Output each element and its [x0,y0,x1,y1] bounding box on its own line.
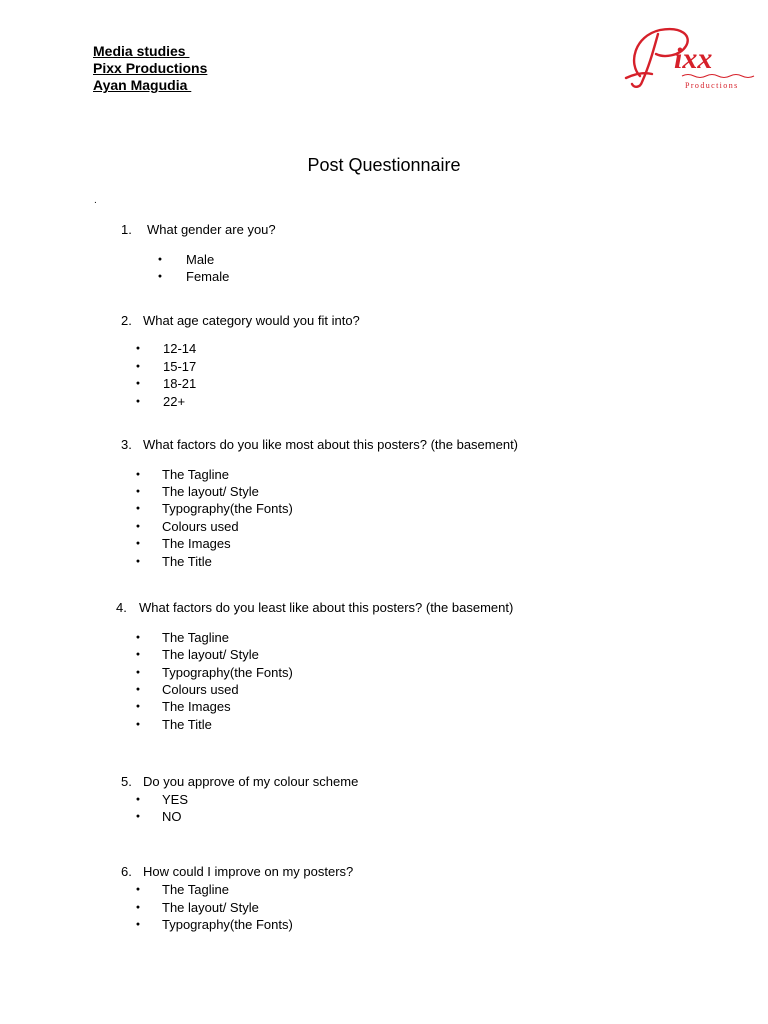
question-text: How could I improve on my posters? [143,864,354,879]
question-text: What gender are you? [147,222,276,237]
answer-option: 22+ [163,394,186,409]
question-number: 4. [116,600,127,615]
bullet-icon: ● [135,651,141,658]
bullet-icon: ● [157,256,163,263]
answer-option: Typography(the Fonts) [162,665,293,680]
header-author: Ayan Magudia [93,77,192,93]
answer-option: Male [186,252,215,267]
answer-option: The Title [162,554,212,569]
answer-option: The Images [162,536,231,551]
answer-option: Typography(the Fonts) [162,917,293,932]
header-company: Pixx Productions [93,60,208,76]
bullet-icon: ● [135,669,141,676]
bullet-icon: ● [135,703,141,710]
answer-option: 15-17 [163,359,197,374]
answer-option: The Tagline [162,630,229,645]
bullet-icon: ● [157,273,163,280]
question-number: 5. [121,774,132,789]
question-text: What age category would you fit into? [143,313,360,328]
bullet-icon: ● [135,345,141,352]
answer-option: Colours used [162,519,239,534]
logo-subtitle: Productions [685,81,739,90]
bullet-icon: ● [135,721,141,728]
answer-option: YES [162,792,189,807]
answer-option: Typography(the Fonts) [162,501,293,516]
answer-option: The Tagline [162,882,229,897]
question-text: Do you approve of my colour scheme [143,774,359,789]
bullet-icon: ● [135,523,141,530]
document-header [93,43,207,94]
bullet-icon: ● [135,558,141,565]
question-number: 1. [121,222,132,237]
bullet-icon: ● [135,796,141,803]
question-number: 2. [121,313,132,328]
question-number: 3. [121,437,132,452]
answer-option: The layout/ Style [162,647,259,662]
question-text: What factors do you least like about this posters? (the basement) [139,600,514,615]
question-text: What factors do you like most about this posters? (the basement) [143,437,519,452]
stray-mark: . [94,195,97,206]
answer-option: The Title [162,717,212,732]
header-course: Media studies [93,43,190,59]
bullet-icon: ● [135,488,141,495]
bullet-icon: ● [135,921,141,928]
page-title: Post Questionnaire [307,155,461,175]
answer-option: 12-14 [163,341,197,356]
logo-wordmark: ixx [674,42,713,75]
bullet-icon: ● [135,904,141,911]
bullet-icon: ● [135,634,141,641]
question-number: 6. [121,864,132,879]
bullet-icon: ● [135,380,141,387]
bullet-icon: ● [135,686,141,693]
pixx-logo [618,18,768,98]
bullet-icon: ● [135,363,141,370]
answer-option: The Tagline [162,467,229,482]
bullet-icon: ● [135,540,141,547]
answer-option: NO [162,809,182,824]
pixx-logo-icon [618,18,768,98]
answer-option: The Images [162,699,231,714]
bullet-icon: ● [135,505,141,512]
bullet-icon: ● [135,471,141,478]
bullet-icon: ● [135,398,141,405]
answer-option: The layout/ Style [162,484,259,499]
bullet-icon: ● [135,813,141,820]
answer-option: 18-21 [163,376,197,391]
answer-option: Colours used [162,682,239,697]
bullet-icon: ● [135,886,141,893]
answer-option: The layout/ Style [162,900,259,915]
answer-option: Female [186,269,230,284]
